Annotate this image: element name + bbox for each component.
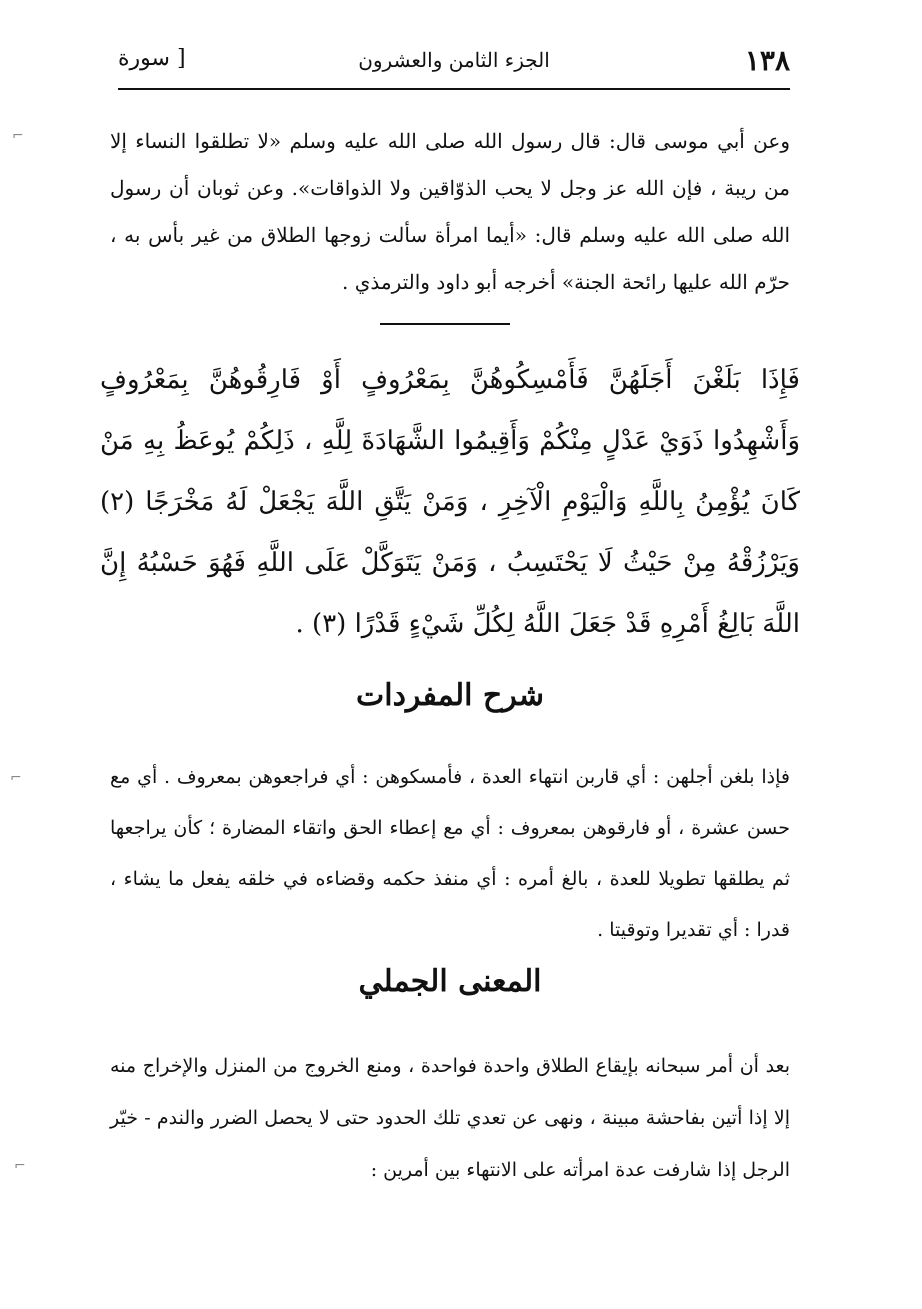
- page-number: ١٣٨: [744, 44, 790, 77]
- vocab-paragraph: فإذا بلغن أجلهن : أي قاربن انتهاء العدة ، فأمسكوهن : أي فراجعوهن بمعروف . أي مع حسن عشرة ، أو فارقوهن بمعروف : أي مع إعطاء الحق واتقاء المضارة ؛ كأن يراجعها ثم يطلقها تطويلا للعدة ، بالغ أمره : أي منفذ حكمه وقضاءه في خلقه يفعل ما يشاء ، قدرا : أي تقديرا وتوقيتا .: [110, 766, 790, 941]
- page-header: [118, 44, 790, 90]
- quran-verse: فَإِذَا بَلَغْنَ أَجَلَهُنَّ فَأَمْسِكُوهُنَّ بِمَعْرُوفٍ أَوْ فَارِقُوهُنَّ بِمَعْرُوفٍ وَأَشْهِدُوا ذَوَيْ عَدْلٍ مِنْكُمْ وَأَقِيمُوا الشَّهَادَةَ لِلَّهِ ، ذَلِكُمْ يُوعَظُ بِهِ مَنْ كَانَ يُؤْمِنُ بِاللَّهِ وَالْيَوْمِ الْآخِرِ ، وَمَنْ يَتَّقِ اللَّهَ يَجْعَلْ لَهُ مَخْرَجًا (٢) وَيَرْزُقْهُ مِنْ حَيْثُ لَا يَحْتَسِبُ ، وَمَنْ يَتَوَكَّلْ عَلَى اللَّهِ فَهُوَ حَسْبُهُ إِنَّ اللَّهَ بَالِغُ أَمْرِهِ قَدْ جَعَلَ اللَّهُ لِكُلِّ شَيْءٍ قَدْرًا (٣) .: [100, 365, 800, 639]
- margin-mark: ⌐: [12, 128, 24, 144]
- section-separator: [380, 323, 510, 325]
- surah-label: [ سورة: [118, 46, 186, 71]
- margin-mark: ⌐: [10, 770, 22, 786]
- header-rule: [118, 88, 790, 90]
- vocab-heading: شرح المفردات: [356, 678, 544, 713]
- margin-mark: ⌐: [14, 1158, 26, 1174]
- meaning-heading: المعنى الجملي: [358, 964, 542, 999]
- meaning-paragraph: بعد أن أمر سبحانه بإيقاع الطلاق واحدة فواحدة ، ومنع الخروج من المنزل والإخراج منه إلا إذا أتين بفاحشة مبينة ، ونهى عن تعدي تلك الحدود حتى لا يحصل الضرر والندم - خيّر الرجل إذا شارفت عدة امرأته على الانتهاء بين أمرين :: [110, 1055, 790, 1181]
- running-title: الجزء الثامن والعشرون: [358, 48, 550, 72]
- hadith-paragraph: وعن أبي موسى قال: قال رسول الله صلى الله عليه وسلم «لا تطلقوا النساء إلا من ريبة ، فإن الله عز وجل لا يحب الذوّاقين ولا الذواقات». وعن ثوبان أن رسول الله صلى الله عليه وسلم قال: «أيما امرأة سألت زوجها الطلاق من غير بأس به ، حرّم الله عليها رائحة الجنة» أخرجه أبو داود والترمذي .: [110, 129, 790, 294]
